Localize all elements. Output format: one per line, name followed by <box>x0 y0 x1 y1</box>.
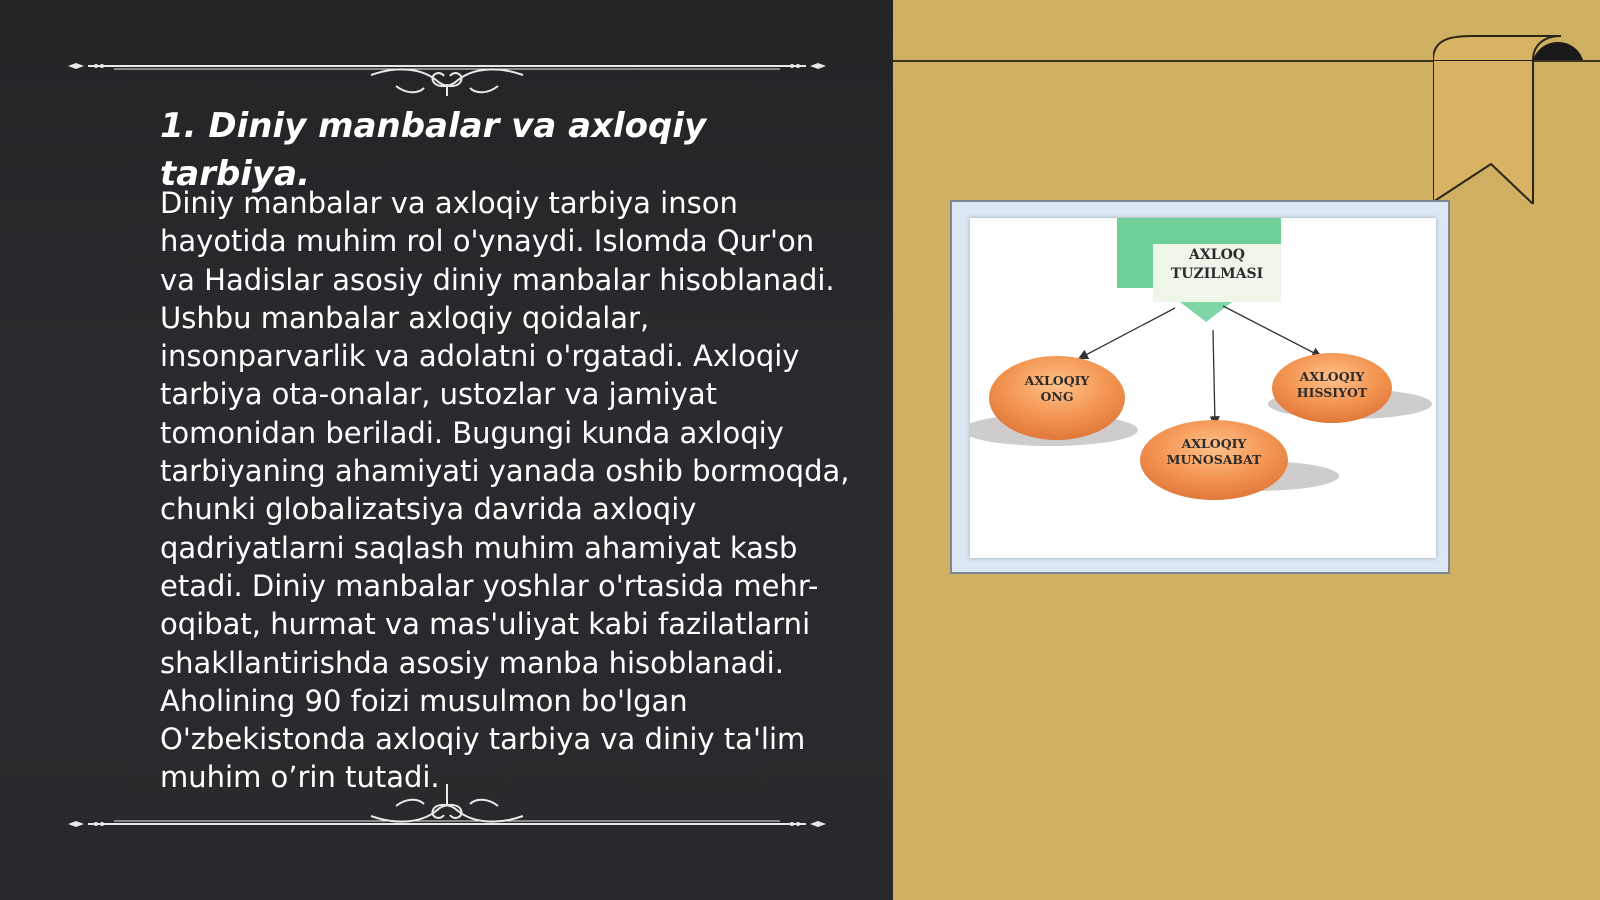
diagram-node-hissiyot: AXLOQIY HISSIYOT <box>1296 369 1368 400</box>
diagram-canvas <box>970 218 1436 558</box>
bottom-ornament-divider <box>66 776 828 836</box>
diagram-node-munosabat: AXLOQIY MUNOSABAT <box>1166 436 1262 467</box>
diagram-root-label: AXLOQ TUZILMASI <box>1170 247 1264 282</box>
top-ornament-divider <box>66 36 828 96</box>
slide-body-text: Diniy manbalar va axloqiy tarbiya inson hayotida muhim rol o'ynaydi. Islomda Qur'on va Hadislar asosiy diniy manbalar hisoblanadi. Ushbu manbalar axloqiy qoidalar, insonparvarlik va adolatni o'rgatadi. Axloqiy tarbiya ota-onalar, ustozlar va jamiyat tomonidan beriladi. Bugungi kunda axloqiy tarbiyaning ahamiyati yanada oshib bormoqda, chunki globalizatsiya davrida axloqiy qadriyatlarni saqlash muhim ahamiyat kasb etadi. Diniy manbalar yoshlar o'rtasida mehr-oqibat, hurmat va mas'uliyat kabi fazilatlarni shakllantirishda asosiy manba hisoblanadi. Aholining 90 foizi musulmon bo'lgan O'zbekistonda axloqiy tarbiya va diniy ta'lim muhim o’rin tutadi. <box>160 186 850 795</box>
slide-title: 1. Diniy manbalar va axloqiy tarbiya. <box>160 106 707 194</box>
bookmark-ribbon-decor <box>1433 34 1600 204</box>
diagram-node-ong: AXLOQIY ONG <box>1024 373 1090 404</box>
diagram-image <box>950 200 1450 574</box>
